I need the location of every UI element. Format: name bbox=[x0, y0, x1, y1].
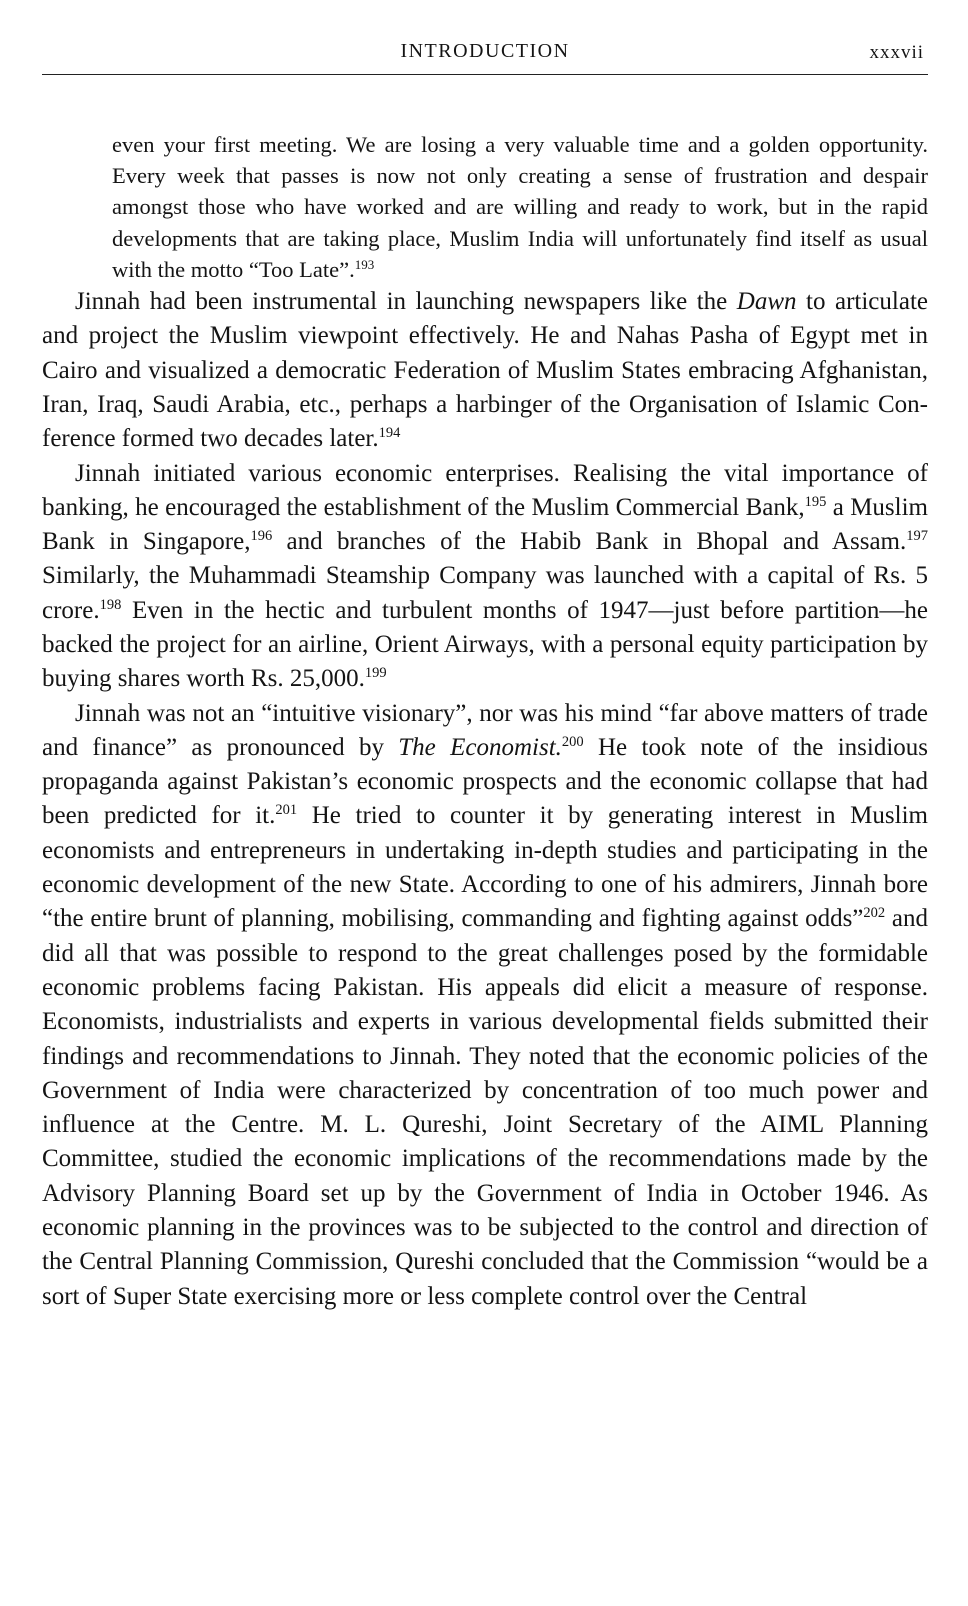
footnote-ref: 194 bbox=[378, 425, 401, 442]
quote-text: even your first meeting. We are losing a very valuable time and a golden opportunity. Every week that passes is now not only creating a sense of frustration and despair amongst those who have worked and are willing and ready to work, but in the rapid developments that are taking place, Muslim India will unfortunately find itself as usual with the motto “Too Late”. bbox=[112, 132, 928, 282]
paragraph-text: Jinnah had been instrumental in launching newspapers like the bbox=[75, 288, 737, 316]
paragraph-text: to articulate and project the Muslim viewpoint effectively. He and Nahas Pasha of Egypt met in Cairo and visualized a democratic Federation of Muslim States embracing Afghanistan, Iran, Iraq, Saudi Arabia, etc., perhaps a harbinger of the Organisation of Islamic Conference formed two decades later. bbox=[42, 288, 928, 453]
paragraph-text: a Muslim Bank in Singapore, bbox=[42, 493, 928, 556]
footnote-ref: 197 bbox=[906, 528, 928, 545]
footnote-ref: 195 bbox=[804, 493, 827, 510]
page-number: xxxvii bbox=[869, 42, 924, 63]
paragraph-newspapers bbox=[42, 285, 928, 456]
block-quote bbox=[112, 129, 928, 285]
footnote-ref: 196 bbox=[250, 528, 273, 545]
paragraph-text: He tried to counter it by generating interest in Muslim economists and entrepreneurs in undertaking in-depth studies and participating in the economic development of the new State. According to one of his admirers, Jinnah bore “the entire brunt of planning, mobilising, commanding and fighting against odds” bbox=[42, 802, 928, 933]
paragraph-text: He took note of the insidious propaganda against Pakistan’s economic prospects and the economic collapse that had been predicted for it. bbox=[42, 733, 928, 830]
footnote-ref: 201 bbox=[275, 802, 298, 819]
footnote-ref: 200 bbox=[561, 733, 584, 750]
paragraph-economic-enterprises bbox=[42, 457, 928, 697]
italic-title: The Economist. bbox=[398, 733, 562, 761]
paragraph-economic-planning bbox=[42, 697, 928, 1314]
paragraph-text: Even in the hectic and turbulent months of 1947—just before partition—he backed the project for an airline, Orient Airways, with a personal equity participation by buying shares worth Rs. 25,000. bbox=[42, 596, 928, 693]
page-body bbox=[42, 129, 928, 1314]
italic-title: Dawn bbox=[736, 288, 797, 316]
running-title: INTRODUCTION bbox=[400, 40, 570, 62]
footnote-ref: 198 bbox=[99, 596, 122, 613]
paragraph-text: Jinnah was not an “intuitive visionary”, nor was his mind “far above matters of trade and finance” as pronounced by bbox=[42, 699, 928, 761]
footnote-ref: 193 bbox=[354, 256, 375, 272]
paragraph-text: Jinnah initiated various economic enterprises. Realising the vital importance of banking, he encouraged the establishment of the Muslim Commercial Bank, bbox=[42, 459, 928, 521]
running-header bbox=[42, 40, 928, 75]
paragraph-text: and did all that was possible to respond to the great challenges posed by the formidable economic problems facing Pakistan. His appeals did elicit a measure of response. Economists, industrialists and experts in various developmental fields submitted their findings and recommendations to Jinnah. They noted that the economic policies of the Government of India were characterized by concentration of too much power and influence at the Centre. M. L. Qureshi, Joint Secretary of the AIML Planning Committee, studied the economic implications of the recommendations made by the Advisory Planning Board set up by the Government of India in October 1946. As economic planning in the provinces was to be subjected to the control and direction of the Central Planning Commission, Qureshi concluded that the Commission “would be a sort of Super State exercising more or less complete control over the Central bbox=[42, 905, 928, 1310]
paragraph-text: Similarly, the Muhammadi Steamship Company was launched with a capital of Rs. 5 crore. bbox=[42, 562, 928, 624]
footnote-ref: 199 bbox=[364, 665, 387, 682]
footnote-ref: 202 bbox=[863, 905, 886, 922]
paragraph-text: and branches of the Habib Bank in Bhopal and Assam. bbox=[272, 528, 907, 556]
